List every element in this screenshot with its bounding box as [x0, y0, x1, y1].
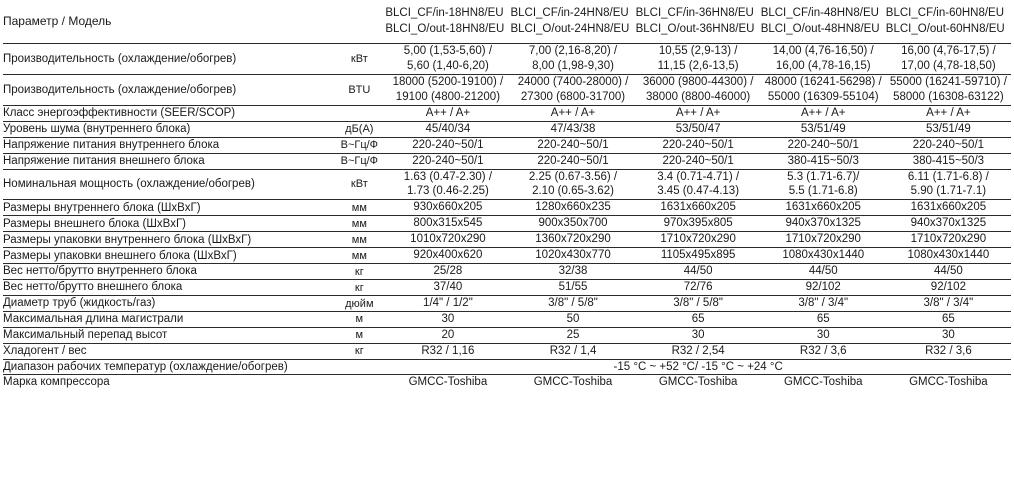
value-line1: 36000 (9800-44300) / — [642, 75, 754, 88]
value-line1: 32/38 — [558, 265, 588, 278]
row-value-2 — [510, 280, 635, 296]
row-value-5 — [886, 74, 1011, 105]
value-line2: 2.10 (0.65-3.62) — [532, 185, 614, 198]
value-line1: 18000 (5200-19100) / — [392, 75, 504, 88]
table-row — [3, 121, 1011, 137]
row-value-4 — [761, 327, 886, 343]
row-value-1 — [385, 105, 510, 121]
value-line2: 1.73 (0.46-2.25) — [406, 185, 489, 198]
row-value-2 — [510, 232, 635, 248]
row-unit: кг — [333, 264, 385, 280]
value-line1: A++ / A+ — [550, 106, 596, 119]
value-line1: 1631x660x205 — [785, 201, 861, 214]
row-value-1 — [385, 137, 510, 153]
table-body — [3, 0, 1011, 390]
row-value-3 — [636, 264, 761, 280]
row-param: Размеры внешнего блока (ШхВхГ) — [3, 216, 333, 232]
table-row — [3, 44, 1011, 75]
row-value-1 — [385, 121, 510, 137]
model-header-5-line2: BLCI_O/out-60HN8/EU — [885, 22, 1005, 35]
row-unit: дюйм — [333, 296, 385, 312]
value-line1: 380-415~50/3 — [787, 154, 859, 167]
row-param: Напряжение питания внешнего блока — [3, 153, 333, 169]
value-line1: 25/28 — [433, 265, 463, 278]
value-line1: 5,00 (1,53-5,60) / — [403, 45, 493, 58]
row-param: Вес нетто/брутто внешнего блока — [3, 280, 333, 296]
table-row — [3, 264, 1011, 280]
row-value-2 — [510, 105, 635, 121]
value-line1: 920x400x620 — [413, 249, 483, 262]
row-value-3 — [636, 296, 761, 312]
value-line1: 44/50 — [934, 265, 963, 278]
table-row — [3, 153, 1011, 169]
row-value-3 — [636, 137, 761, 153]
row-param: Номинальная мощность (охлаждение/обогрев) — [3, 169, 333, 200]
row-param: Размеры упаковки внутреннего блока (ШхВхГ) — [3, 232, 333, 248]
table-row — [3, 327, 1011, 343]
row-value-3 — [636, 327, 761, 343]
row-unit: м — [333, 311, 385, 327]
value-line2: 16,00 (4,78-16,15) — [775, 59, 871, 72]
row-value-1 — [385, 169, 510, 200]
value-line1: GMCC-Toshiba — [909, 376, 988, 389]
table-row — [3, 105, 1011, 121]
value-line1: 380-415~50/3 — [912, 154, 985, 167]
table-row — [3, 200, 1011, 216]
value-line2: 5,60 (1,40-6,20) — [406, 59, 489, 72]
row-param: Размеры упаковки внешнего блока (ШхВхГ) — [3, 248, 333, 264]
row-unit: мм — [333, 200, 385, 216]
table-row — [3, 343, 1011, 359]
model-header-3 — [636, 0, 761, 44]
value-line2: 3.45 (0.47-4.13) — [657, 185, 740, 198]
row-value-4 — [761, 280, 886, 296]
row-value-4 — [761, 311, 886, 327]
row-value-4 — [761, 264, 886, 280]
value-line1: 3.4 (0.71-4.71) / — [657, 170, 740, 183]
row-value-1 — [385, 296, 510, 312]
value-line1: 1710x720x290 — [910, 233, 987, 246]
value-line1: 10,55 (2,9-13) / — [658, 45, 738, 58]
value-line1: 220-240~50/1 — [537, 138, 609, 151]
row-param: Максимальный перепад высот — [3, 327, 333, 343]
row-value-2 — [510, 264, 635, 280]
value-line1: 53/51/49 — [800, 122, 846, 135]
row-value-2 — [510, 343, 635, 359]
value-line1: 47/43/38 — [550, 122, 596, 135]
table-row — [3, 248, 1011, 264]
row-value-2 — [510, 375, 635, 390]
header-unit-label — [333, 0, 385, 44]
row-value-5 — [886, 105, 1011, 121]
row-value-2 — [510, 44, 635, 75]
row-value-4 — [761, 216, 886, 232]
value-line1: 20 — [441, 328, 455, 341]
row-value-4 — [761, 343, 886, 359]
row-value-2 — [510, 200, 635, 216]
row-value-5 — [886, 311, 1011, 327]
value-line1: 940x370x1325 — [785, 217, 861, 230]
row-value-5 — [886, 327, 1011, 343]
value-line1: A++ / A+ — [425, 106, 471, 119]
row-unit: дБ(А) — [333, 121, 385, 137]
value-line1: 30 — [816, 328, 830, 341]
row-unit: кг — [333, 280, 385, 296]
row-value-1 — [385, 343, 510, 359]
value-line2: 19100 (4800-21200) — [395, 90, 501, 103]
row-value-3 — [636, 169, 761, 200]
row-value-2 — [510, 311, 635, 327]
value-line1: 970x395x805 — [663, 217, 733, 230]
row-value-5 — [886, 343, 1011, 359]
model-header-4 — [761, 0, 886, 44]
row-param: Диапазон рабочих температур (охлаждение/обогрев) — [3, 359, 333, 374]
value-line1: 25 — [566, 328, 580, 341]
value-line1: 1360x720x290 — [535, 233, 611, 246]
row-unit — [333, 375, 385, 390]
value-line1: 800x315x545 — [413, 217, 483, 230]
model-header-4-line2: BLCI_O/out-48HN8/EU — [760, 22, 880, 35]
value-line1: 51/55 — [558, 281, 588, 294]
row-value-4 — [761, 248, 886, 264]
row-param: Производительность (охлаждение/обогрев) — [3, 74, 333, 105]
row-unit: В~Гц/Ф — [333, 137, 385, 153]
header-param-label: Параметр / Модель — [3, 0, 333, 44]
row-value-1 — [385, 44, 510, 75]
value-line1: 24000 (7400-28000) / — [517, 75, 629, 88]
row-param: Диаметр труб (жидкость/газ) — [3, 296, 333, 312]
value-line1: 1010x720x290 — [410, 233, 486, 246]
row-value-5 — [886, 169, 1011, 200]
row-value-2 — [510, 248, 635, 264]
row-value-5 — [886, 137, 1011, 153]
value-line1: 1020x430x770 — [535, 249, 611, 262]
value-line1: 1.63 (0.47-2.30) / — [403, 170, 493, 183]
value-line2: 58000 (16308-63122) — [893, 90, 1004, 103]
value-line1: 220-240~50/1 — [537, 154, 609, 167]
row-value-merged: -15 °C ~ +52 °C/ -15 °C ~ +24 °C — [385, 359, 1011, 374]
value-line1: 940x370x1325 — [910, 217, 987, 230]
value-line1: 14,00 (4,76-16,50) / — [772, 45, 874, 58]
row-value-1 — [385, 216, 510, 232]
value-line1: 65 — [691, 312, 705, 325]
row-param: Производительность (охлаждение/обогрев) — [3, 44, 333, 75]
row-value-4 — [761, 44, 886, 75]
row-value-2 — [510, 74, 635, 105]
row-value-2 — [510, 153, 635, 169]
value-line1: GMCC-Toshiba — [658, 376, 738, 389]
value-line1: 30 — [942, 328, 955, 341]
value-line1: 1710x720x290 — [660, 233, 736, 246]
row-value-4 — [761, 137, 886, 153]
value-line1: R32 / 1,16 — [421, 344, 475, 357]
value-line2: 5.90 (1.71-7.1) — [910, 185, 987, 198]
value-line1: GMCC-Toshiba — [783, 376, 863, 389]
table-row — [3, 216, 1011, 232]
row-value-5 — [886, 216, 1011, 232]
value-line1: 1631x660x205 — [660, 201, 736, 214]
row-value-5 — [886, 232, 1011, 248]
table-row — [3, 296, 1011, 312]
value-line1: 1280x660x235 — [535, 201, 611, 214]
value-line1: 50 — [566, 312, 580, 325]
row-value-3 — [636, 200, 761, 216]
value-line1: 45/40/34 — [425, 122, 471, 135]
value-line1: R32 / 3,6 — [799, 344, 847, 357]
row-value-1 — [385, 232, 510, 248]
table-row — [3, 375, 1011, 390]
row-value-1 — [385, 153, 510, 169]
value-line1: 5.3 (1.71-6.7)/ — [787, 170, 860, 183]
value-line1: A++ / A+ — [675, 106, 721, 119]
row-value-1 — [385, 311, 510, 327]
row-value-3 — [636, 280, 761, 296]
row-value-2 — [510, 169, 635, 200]
row-value-1 — [385, 248, 510, 264]
value-line1: 37/40 — [433, 281, 463, 294]
row-value-2 — [510, 296, 635, 312]
value-line1: R32 / 2,54 — [671, 344, 725, 357]
row-unit: кг — [333, 343, 385, 359]
row-value-2 — [510, 216, 635, 232]
row-value-3 — [636, 343, 761, 359]
row-unit — [333, 105, 385, 121]
value-line1: 220-240~50/1 — [662, 138, 734, 151]
value-line1: 3/8" / 3/4" — [798, 297, 849, 310]
row-value-4 — [761, 74, 886, 105]
table-header-row — [3, 0, 1011, 44]
row-param: Размеры внутреннего блока (ШхВхГ) — [3, 200, 333, 216]
row-value-2 — [510, 137, 635, 153]
row-value-3 — [636, 375, 761, 390]
value-line2: 11,15 (2,6-13,5) — [657, 59, 739, 72]
row-value-1 — [385, 74, 510, 105]
value-line1: GMCC-Toshiba — [408, 376, 488, 389]
value-line1: 220-240~50/1 — [412, 154, 484, 167]
row-value-5 — [886, 280, 1011, 296]
row-param: Хладогент / вес — [3, 343, 333, 359]
model-header-5-line1: BLCI_CF/in-60HN8/EU — [885, 7, 1005, 19]
model-header-1 — [385, 0, 510, 44]
value-line2: 55000 (16309-55104) — [767, 90, 879, 103]
value-line1: 1/4" / 1/2" — [423, 297, 473, 310]
row-unit: м — [333, 327, 385, 343]
row-value-3 — [636, 216, 761, 232]
model-header-4-line1: BLCI_CF/in-48HN8/EU — [760, 7, 879, 19]
value-line2: 38000 (8800-46000) — [646, 90, 751, 103]
value-line1: 30 — [691, 328, 705, 341]
value-line1: 930x660x205 — [413, 201, 483, 214]
value-line1: 3/8" / 5/8" — [673, 297, 723, 310]
row-value-4 — [761, 121, 886, 137]
value-line1: A++ / A+ — [926, 106, 971, 119]
row-value-1 — [385, 264, 510, 280]
row-value-3 — [636, 248, 761, 264]
table-row — [3, 169, 1011, 200]
value-line1: 55000 (16241-59710) / — [889, 75, 1007, 88]
value-line1: 220-240~50/1 — [912, 138, 985, 151]
value-line1: 1080x430x1440 — [782, 249, 865, 262]
row-value-2 — [510, 327, 635, 343]
value-line1: 2.25 (0.67-3.56) / — [528, 170, 618, 183]
value-line1: 72/76 — [683, 281, 713, 294]
value-line1: 220-240~50/1 — [412, 138, 484, 151]
table-row — [3, 137, 1011, 153]
value-line1: 220-240~50/1 — [787, 138, 859, 151]
row-value-5 — [886, 248, 1011, 264]
model-header-1-line1: BLCI_CF/in-18HN8/EU — [385, 7, 504, 19]
value-line1: 1631x660x205 — [910, 201, 987, 214]
table-row — [3, 280, 1011, 296]
value-line1: 44/50 — [808, 265, 838, 278]
row-value-4 — [761, 375, 886, 390]
value-line1: 30 — [441, 312, 455, 325]
value-line1: 900x350x700 — [538, 217, 608, 230]
row-value-2 — [510, 121, 635, 137]
value-line2: 5.5 (1.71-6.8) — [788, 185, 858, 198]
value-line1: 65 — [942, 312, 955, 325]
row-param: Класс энергоэффективности (SEER/SCOP) — [3, 105, 333, 121]
model-header-2 — [510, 0, 635, 44]
value-line1: 65 — [816, 312, 830, 325]
model-header-3-line1: BLCI_CF/in-36HN8/EU — [635, 7, 754, 19]
row-unit: мм — [333, 216, 385, 232]
table-row — [3, 74, 1011, 105]
row-value-3 — [636, 44, 761, 75]
row-unit: кВт — [333, 169, 385, 200]
value-line1: R32 / 1,4 — [549, 344, 597, 357]
table-row-merged — [3, 359, 1011, 374]
row-value-5 — [886, 264, 1011, 280]
row-value-5 — [886, 375, 1011, 390]
row-value-3 — [636, 153, 761, 169]
row-value-4 — [761, 296, 886, 312]
row-value-5 — [886, 121, 1011, 137]
row-param: Максимальная длина магистрали — [3, 311, 333, 327]
value-line1: 48000 (16241-56298) / — [764, 75, 882, 88]
model-header-2-line2: BLCI_O/out-24HN8/EU — [510, 22, 630, 35]
model-header-5 — [886, 0, 1011, 44]
row-value-5 — [886, 153, 1011, 169]
row-param: Напряжение питания внутреннего блока — [3, 137, 333, 153]
row-value-5 — [886, 296, 1011, 312]
value-line2: 8,00 (1,98-9,30) — [532, 59, 614, 72]
row-unit: В~Гц/Ф — [333, 153, 385, 169]
row-unit: мм — [333, 232, 385, 248]
row-value-5 — [886, 200, 1011, 216]
model-header-1-line2: BLCI_O/out-18HN8/EU — [385, 22, 505, 35]
row-unit: BTU — [333, 74, 385, 105]
row-value-1 — [385, 375, 510, 390]
row-value-5 — [886, 44, 1011, 75]
row-value-3 — [636, 311, 761, 327]
row-value-3 — [636, 121, 761, 137]
value-line1: 53/51/49 — [926, 122, 971, 135]
row-value-1 — [385, 327, 510, 343]
value-line2: 17,00 (4,78-18,50) — [901, 59, 996, 72]
specifications-table — [3, 0, 1011, 390]
value-line1: 1105x495x895 — [660, 249, 736, 262]
row-unit: мм — [333, 248, 385, 264]
row-value-4 — [761, 169, 886, 200]
row-value-4 — [761, 105, 886, 121]
model-header-3-line2: BLCI_O/out-36HN8/EU — [635, 22, 755, 35]
value-line1: 53/50/47 — [675, 122, 721, 135]
value-line1: 6.11 (1.71-6.8) / — [907, 170, 989, 183]
row-value-3 — [636, 232, 761, 248]
row-param: Вес нетто/брутто внутреннего блока — [3, 264, 333, 280]
row-unit — [333, 359, 385, 374]
row-value-1 — [385, 280, 510, 296]
value-line1: 16,00 (4,76-17,5) / — [901, 45, 996, 58]
row-value-3 — [636, 105, 761, 121]
row-value-3 — [636, 74, 761, 105]
row-param: Уровень шума (внутреннего блока) — [3, 121, 333, 137]
value-line1: 7,00 (2,16-8,20) / — [528, 45, 618, 58]
value-line1: 3/8" / 3/4" — [923, 297, 974, 310]
row-param: Марка компрессора — [3, 376, 110, 389]
value-line1: GMCC-Toshiba — [533, 376, 613, 389]
row-value-1 — [385, 200, 510, 216]
value-line2: 27300 (6800-31700) — [520, 90, 626, 103]
row-value-4 — [761, 200, 886, 216]
value-line1: A++ / A+ — [801, 106, 846, 119]
value-line1: 92/102 — [930, 281, 966, 294]
value-line1: 1710x720x290 — [785, 233, 861, 246]
row-unit: кВт — [333, 44, 385, 75]
value-line1: 44/50 — [683, 265, 713, 278]
model-header-2-line1: BLCI_CF/in-24HN8/EU — [510, 7, 629, 19]
value-line1: 220-240~50/1 — [662, 154, 734, 167]
value-line1: 3/8" / 5/8" — [548, 297, 598, 310]
value-line1: R32 / 3,6 — [925, 344, 972, 357]
value-line1: 92/102 — [805, 281, 841, 294]
row-value-4 — [761, 153, 886, 169]
value-line1: 1080x430x1440 — [907, 249, 990, 262]
row-value-4 — [761, 232, 886, 248]
table-row — [3, 232, 1011, 248]
table-row — [3, 311, 1011, 327]
